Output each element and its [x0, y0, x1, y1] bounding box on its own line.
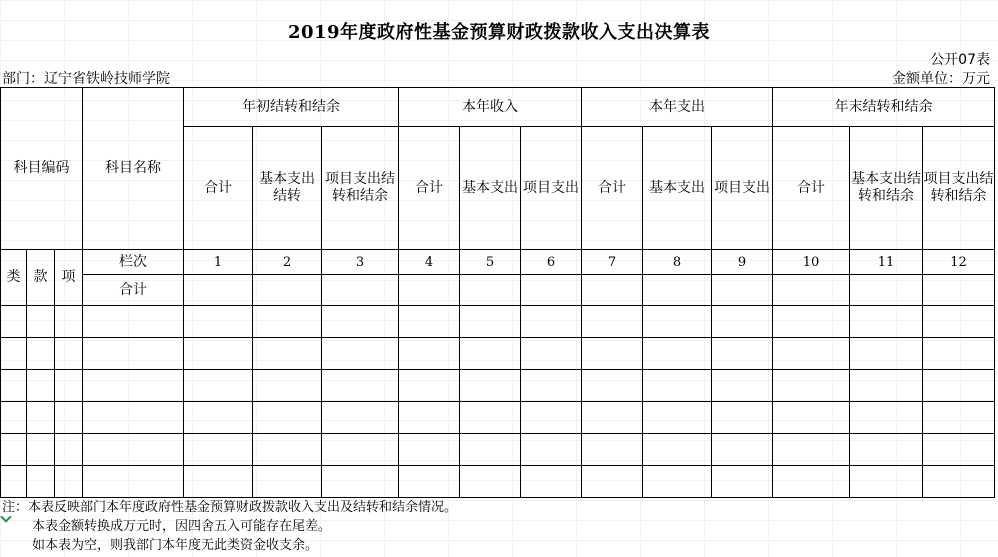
cell[interactable]: [643, 370, 712, 402]
lei-header: 类: [1, 250, 27, 306]
cell[interactable]: [1, 338, 27, 370]
closing-total-header: 合计: [773, 127, 850, 250]
cell[interactable]: [521, 434, 582, 466]
cell[interactable]: [850, 306, 923, 338]
cell[interactable]: [850, 370, 923, 402]
cell[interactable]: [253, 370, 322, 402]
cell[interactable]: [184, 466, 253, 498]
cell[interactable]: [643, 275, 712, 306]
cell[interactable]: [253, 275, 322, 306]
column-number: 4: [399, 250, 460, 275]
table-row: [1, 466, 995, 498]
table-row: [1, 402, 995, 434]
opening-project-header: 项目支出结转和结余: [322, 127, 399, 250]
lanci-label: 栏次: [83, 250, 184, 275]
group-opening-header: 年初结转和结余: [184, 88, 399, 127]
subject-name-header: 科目名称: [83, 88, 184, 250]
cell[interactable]: [850, 275, 923, 306]
income-basic-header: 基本支出: [460, 127, 521, 250]
cell[interactable]: [1, 306, 27, 338]
cell[interactable]: [923, 466, 995, 498]
cell[interactable]: [923, 338, 995, 370]
total-row: [1, 275, 995, 306]
cell[interactable]: [55, 370, 83, 402]
cell[interactable]: [712, 338, 773, 370]
table-row: [1, 434, 995, 466]
cell[interactable]: [773, 306, 850, 338]
cell[interactable]: [850, 434, 923, 466]
cell[interactable]: [923, 275, 995, 306]
column-number: 11: [850, 250, 923, 275]
expense-project-header: 项目支出: [712, 127, 773, 250]
closing-project-header: 项目支出结转和结余: [923, 127, 995, 250]
cell[interactable]: [712, 370, 773, 402]
cell[interactable]: [460, 370, 521, 402]
cell[interactable]: [184, 306, 253, 338]
amount-unit: 金额单位：万元: [892, 71, 990, 87]
column-number: 3: [322, 250, 399, 275]
cell[interactable]: [322, 275, 399, 306]
group-expense-header: 本年支出: [582, 88, 773, 127]
cell[interactable]: [850, 402, 923, 434]
cell[interactable]: [399, 275, 460, 306]
cell[interactable]: [55, 338, 83, 370]
cell[interactable]: [521, 370, 582, 402]
cell[interactable]: [582, 466, 643, 498]
cell[interactable]: [923, 370, 995, 402]
budget-table: [0, 87, 995, 498]
group-closing-header: 年末结转和结余: [773, 88, 995, 127]
opening-total-header: 合计: [184, 127, 253, 250]
column-number: 7: [582, 250, 643, 275]
cell[interactable]: [712, 275, 773, 306]
cell[interactable]: [582, 306, 643, 338]
cell[interactable]: [582, 370, 643, 402]
department-label: 部门：辽宁省铁岭技师学院: [2, 71, 170, 87]
cell[interactable]: [399, 306, 460, 338]
cell[interactable]: [460, 338, 521, 370]
cell[interactable]: [712, 402, 773, 434]
cell[interactable]: [460, 275, 521, 306]
cell[interactable]: [55, 466, 83, 498]
cell[interactable]: [460, 402, 521, 434]
cell[interactable]: [83, 402, 184, 434]
cell[interactable]: [850, 466, 923, 498]
income-project-header: 项目支出: [521, 127, 582, 250]
cell[interactable]: [923, 402, 995, 434]
cell[interactable]: [83, 466, 184, 498]
cell[interactable]: [184, 338, 253, 370]
cell[interactable]: [27, 338, 55, 370]
cell[interactable]: [773, 434, 850, 466]
cell[interactable]: [399, 370, 460, 402]
cell[interactable]: [643, 402, 712, 434]
cell[interactable]: [460, 306, 521, 338]
total-label: 合计: [83, 275, 184, 306]
cell[interactable]: [322, 306, 399, 338]
form-code: 公开07表: [930, 52, 990, 68]
cell[interactable]: [27, 402, 55, 434]
cell[interactable]: [27, 466, 55, 498]
cell[interactable]: [773, 338, 850, 370]
cell[interactable]: [521, 275, 582, 306]
cell[interactable]: [184, 434, 253, 466]
cell[interactable]: [582, 338, 643, 370]
table-row: [1, 370, 995, 402]
cell[interactable]: [1, 434, 27, 466]
column-number: 5: [460, 250, 521, 275]
cell[interactable]: [322, 370, 399, 402]
cell[interactable]: [923, 306, 995, 338]
cell[interactable]: [773, 466, 850, 498]
expense-total-header: 合计: [582, 127, 643, 250]
cell[interactable]: [582, 402, 643, 434]
cell[interactable]: [582, 434, 643, 466]
column-number: 8: [643, 250, 712, 275]
column-number: 2: [253, 250, 322, 275]
column-number: 6: [521, 250, 582, 275]
cell[interactable]: [923, 434, 995, 466]
cell[interactable]: [712, 434, 773, 466]
kuan-header: 款: [27, 250, 55, 306]
cell[interactable]: [55, 434, 83, 466]
cell[interactable]: [712, 306, 773, 338]
cell[interactable]: [773, 370, 850, 402]
group-income-header: 本年收入: [399, 88, 582, 127]
expense-basic-header: 基本支出: [643, 127, 712, 250]
cell[interactable]: [27, 370, 55, 402]
opening-basic-header: 基本支出结转: [253, 127, 322, 250]
cell[interactable]: [643, 466, 712, 498]
cell[interactable]: [1, 370, 27, 402]
cell[interactable]: [184, 402, 253, 434]
note-line-3: 如本表为空，则我部门本年度无此类资金收支余。: [32, 538, 319, 553]
cell[interactable]: [399, 338, 460, 370]
cell[interactable]: [399, 402, 460, 434]
cell[interactable]: [27, 306, 55, 338]
cell[interactable]: [83, 434, 184, 466]
cell[interactable]: [322, 466, 399, 498]
table-row: [1, 306, 995, 338]
report-title: 2019年度政府性基金预算财政拨款收入支出决算表: [287, 22, 711, 43]
cell[interactable]: [643, 434, 712, 466]
cell[interactable]: [322, 402, 399, 434]
column-number: 1: [184, 250, 253, 275]
cell[interactable]: [253, 306, 322, 338]
xiang-header: 项: [55, 250, 83, 306]
cell[interactable]: [521, 338, 582, 370]
note-line-1: 注：本表反映部门本年度政府性基金预算财政拨款收入支出及结转和结余情况。: [2, 500, 458, 515]
cell[interactable]: [322, 434, 399, 466]
cell[interactable]: [1, 466, 27, 498]
cell[interactable]: [399, 466, 460, 498]
cell[interactable]: [399, 434, 460, 466]
cell[interactable]: [460, 434, 521, 466]
note-line-2: 本表金额转换成万元时，因四舍五入可能存在尾差。: [32, 519, 332, 534]
cell[interactable]: [83, 338, 184, 370]
cell[interactable]: [322, 338, 399, 370]
closing-basic-header: 基本支出结转和结余: [850, 127, 923, 250]
cell[interactable]: [55, 306, 83, 338]
cell[interactable]: [1, 402, 27, 434]
cell[interactable]: [773, 402, 850, 434]
column-number: 12: [923, 250, 995, 275]
cell[interactable]: [253, 466, 322, 498]
column-number: 9: [712, 250, 773, 275]
cell[interactable]: [643, 338, 712, 370]
cell[interactable]: [253, 402, 322, 434]
cell[interactable]: [83, 370, 184, 402]
table-row: [1, 338, 995, 370]
cell[interactable]: [253, 434, 322, 466]
column-number-row: [1, 250, 995, 275]
cell[interactable]: [55, 402, 83, 434]
cell[interactable]: [712, 466, 773, 498]
cell[interactable]: [521, 402, 582, 434]
cell[interactable]: [253, 338, 322, 370]
subject-code-header: 科目编码: [1, 88, 83, 250]
cell[interactable]: [83, 306, 184, 338]
cell[interactable]: [184, 370, 253, 402]
cell[interactable]: [773, 275, 850, 306]
cell[interactable]: [521, 306, 582, 338]
header-row-groups: [1, 88, 995, 127]
income-total-header: 合计: [399, 127, 460, 250]
column-number: 10: [773, 250, 850, 275]
cell[interactable]: [582, 275, 643, 306]
cell[interactable]: [460, 466, 521, 498]
cell[interactable]: [27, 434, 55, 466]
cell[interactable]: [643, 306, 712, 338]
cell[interactable]: [184, 275, 253, 306]
cell[interactable]: [521, 466, 582, 498]
cell[interactable]: [850, 338, 923, 370]
